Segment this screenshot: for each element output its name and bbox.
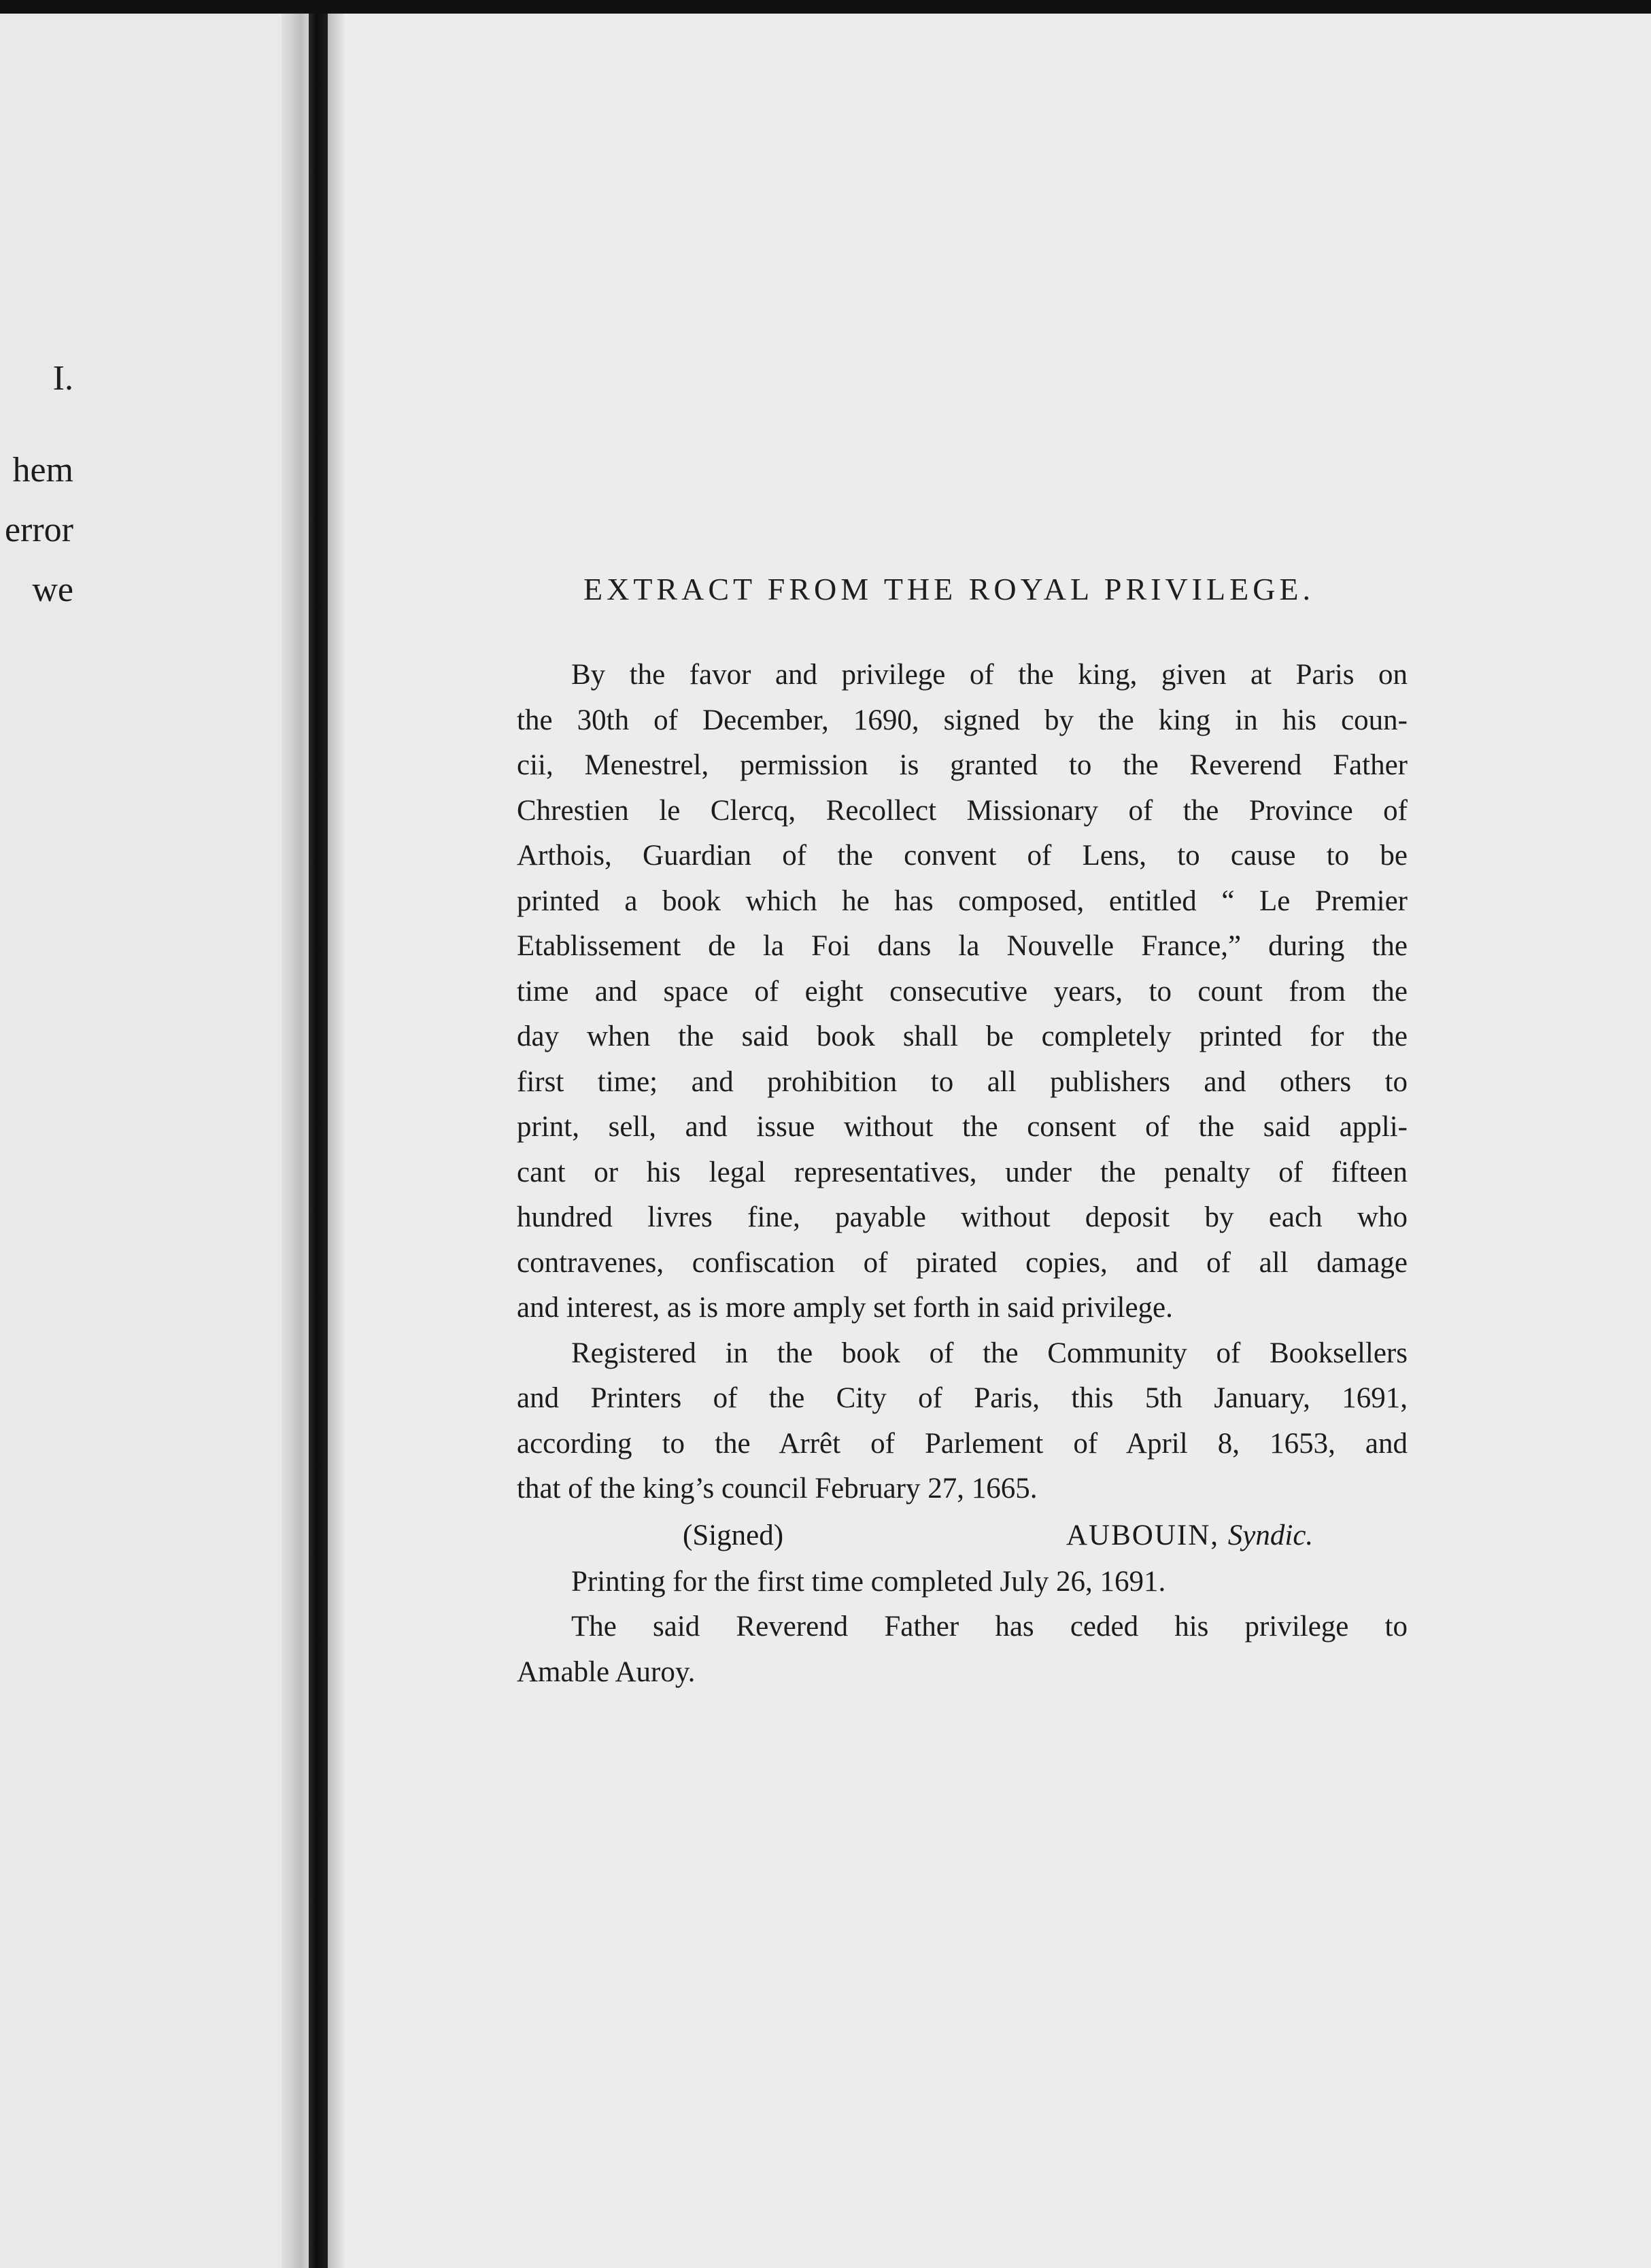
text-line: Registered in the book of the Community of Booksellers bbox=[571, 1337, 1408, 1369]
text-line: time and space of eight consecutive years, to count from the bbox=[517, 975, 1408, 1008]
text-line: Amable Auroy. bbox=[517, 1655, 696, 1688]
text-line: The said Reverend Father has ceded his privilege to bbox=[571, 1611, 1408, 1643]
text-line: day when the said book shall be completely printed for the bbox=[517, 1020, 1408, 1052]
paragraph-privilege-grant bbox=[517, 653, 1408, 1331]
previous-page-text-fragment: I. bbox=[52, 359, 73, 398]
text-line: Arthois, Guardian of the convent of Lens, to cause to be bbox=[517, 840, 1408, 872]
text-line: the 30th of December, 1690, signed by the king in his coun- bbox=[517, 704, 1408, 736]
text-line: contravenes, confiscation of pirated copies, and of all damage bbox=[517, 1246, 1408, 1279]
text-line: according to the Arrêt of Parlement of April 8, 1653, and bbox=[517, 1427, 1408, 1460]
page-heading: EXTRACT FROM THE ROYAL PRIVILEGE. bbox=[583, 572, 1315, 606]
signature-line bbox=[517, 1512, 1408, 1560]
text-line: and interest, as is more amply set forth in said privilege. bbox=[517, 1292, 1173, 1324]
scan-top-border bbox=[0, 0, 1651, 14]
page-fold-shadow bbox=[282, 14, 309, 2268]
paragraph-cession bbox=[517, 1604, 1408, 1695]
previous-page-fragment bbox=[0, 14, 299, 2268]
signatory-name: AUBOUIN, bbox=[1066, 1519, 1220, 1551]
previous-page-text-fragment: hem bbox=[12, 451, 73, 489]
text-line: Etablissement de la Foi dans la Nouvelle France,” during the bbox=[517, 930, 1408, 962]
privilege-text bbox=[517, 653, 1408, 1695]
text-line: By the favor and privilege of the king, given at Paris on bbox=[571, 659, 1408, 691]
text-line: printed a book which he has composed, entitled “ Le Premier bbox=[517, 884, 1408, 917]
paragraph-registration bbox=[517, 1331, 1408, 1512]
text-line: Chrestien le Clercq, Recollect Missionary of the Province of bbox=[517, 794, 1408, 827]
text-line: print, sell, and issue without the consent of the said appli- bbox=[517, 1111, 1408, 1143]
paragraph-printing-completed: Printing for the first time completed July 26, 1691. bbox=[571, 1565, 1166, 1598]
text-line: first time; and prohibition to all publishers and others to bbox=[517, 1065, 1408, 1098]
signed-label: (Signed) bbox=[683, 1519, 784, 1551]
signatory bbox=[1066, 1512, 1313, 1560]
text-line: hundred livres fine, payable without deposit by each who bbox=[517, 1201, 1408, 1233]
text-line: cant or his legal representatives, under the penalty of fifteen bbox=[517, 1156, 1408, 1188]
spine-shadow bbox=[328, 14, 344, 2268]
text-line: cii, Menestrel, permission is granted to the Reverend Father bbox=[517, 749, 1408, 781]
previous-page-text-fragment: error bbox=[4, 511, 73, 549]
text-line: and Printers of the City of Paris, this 5th January, 1691, bbox=[517, 1382, 1408, 1414]
signatory-title: Syndic. bbox=[1227, 1519, 1314, 1551]
book-spine bbox=[309, 14, 328, 2268]
text-line: that of the king’s council February 27, 1665. bbox=[517, 1473, 1038, 1505]
previous-page-text-fragment: we bbox=[32, 570, 73, 609]
